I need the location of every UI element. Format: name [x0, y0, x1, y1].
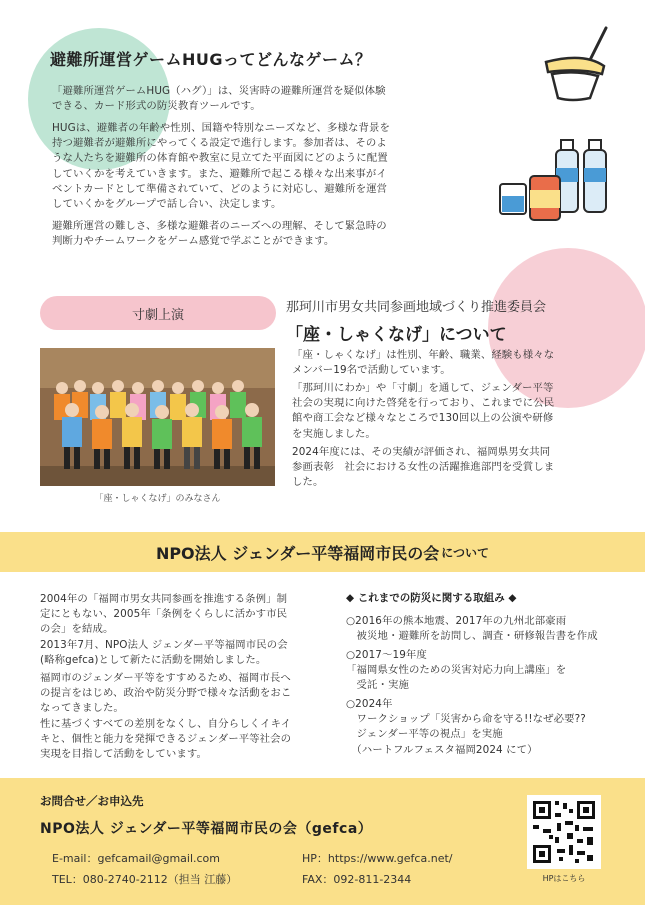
toilet-icon	[540, 22, 620, 102]
photo-caption: 「座・しゃくなげ」のみなさん	[94, 494, 221, 504]
emergency-supplies-icon	[496, 136, 616, 232]
contact-tel: TEL：080-2740-2112（担当 江藤）	[52, 873, 238, 886]
npo-heading: NPO法人 ジェンダー平等福岡市民の会	[155, 543, 440, 563]
npo-heading-suffix: について	[441, 545, 490, 560]
hug-title: 避難所運営ゲームHUGってどんなゲーム？	[50, 50, 372, 69]
npo-history-paragraph: 2004年の「福岡市男女共同参画を推進する条例」制 定にともない、2005年「条例をくらしに活かす市民 の会」を結成。 2013年7月、NPO法人 ジェンダー平等福岡市民の会 (略称gefca)として新たに活動を開始しました。	[40, 593, 288, 666]
contact-fax: FAX：092-811-2344	[302, 873, 412, 886]
activity-item: ○2024年 ワークショップ「災害から命を守る!!なぜ必要?? ジェンダー平等の視点」を実施 （ハートフルフェスタ福岡2024 にて）	[346, 698, 586, 756]
hug-intro-paragraph: 「避難所運営ゲームHUG（ハグ）」は、災害時の避難所運営を疑似体験 できる、カード形式の防災教育ツールです。	[52, 85, 386, 113]
hug-description-paragraph: HUGは、避難者の年齢や性別、国籍や特別なニーズなど、多様な背景を 持つ避難者が避難所にやってくる設定で進行します。参加者は、そのよ うな人たちを避難所の体育館や教室に見立てた平面図にどのように配置 していくかを考えていきます。また、避難所で起こる様々な出来事がイ ベントカードとして準備されていて、どのように対応し、避難所を運営 していくかをグループで話し合い、決定します。	[52, 122, 390, 211]
activities-heading: ◆ これまでの防災に関する取組み ◆	[346, 592, 517, 604]
npo-mission-paragraph: 福岡市のジェンダー平等をすすめるため、福岡市長へ の提言をはじめ、政治や防災分野で様々な活動をおこ なってきました。 性に基づくすべての差別をなくし、自分らしくイキイ キと、個性と能力を発揮できるジェンダー平等社会の 実現を目指して活動をしています。	[40, 672, 292, 761]
contact-org-name: NPO法人 ジェンダー平等福岡市民の会（gefca）	[40, 821, 373, 837]
hug-summary-paragraph: 避難所運営の難しさ、多様な避難者のニーズへの理解、そして緊急時の 判断力やチームワークをゲーム感覚で学ぶことができます。	[52, 220, 387, 248]
activity-item: ○2017～19年度 「福岡県女性のための災害対応力向上講座」を 受託・実施	[346, 649, 567, 692]
skit-label: 寸劇上演	[40, 296, 276, 330]
qr-caption: HPはこちら	[542, 874, 586, 883]
qr-code-icon[interactable]	[527, 795, 601, 869]
group-photo	[40, 348, 275, 486]
contact-heading: お問合せ／お申込先	[40, 794, 144, 808]
committee-org: 那珂川市男女共同参画地域づくり推進委員会	[286, 300, 547, 315]
npo-heading-band	[0, 532, 645, 572]
contact-hp-link[interactable]: HP：https://www.gefca.net/	[302, 852, 453, 865]
committee-title: 「座・しゃくなげ」について	[286, 325, 507, 345]
committee-paragraph-members: 「座・しゃくなげ」は性別、年齢、職業、経験も様々な メンバー19名で活動しています。	[292, 349, 555, 377]
committee-paragraph-activities: 「那珂川にわか」や「寸劇」を通して、ジェンダー平等 社会の実現に向けた啓発を行っており、これまでに公民 館や商工会など様々なところで130回以上の公演や研修 を実施しました。	[292, 382, 555, 440]
committee-paragraph-award: 2024年度には、その実績が評価され、福岡県男女共同 参画表彰 社会における女性の活躍推進部門を受賞しま した。	[292, 446, 555, 489]
activity-item: ○2016年の熊本地震、2017年の九州北部豪雨 被災地・避難所を訪問し、調査・研修報告書を作成	[346, 615, 598, 643]
contact-email[interactable]: E-mail：gefcamail@gmail.com	[52, 852, 221, 865]
